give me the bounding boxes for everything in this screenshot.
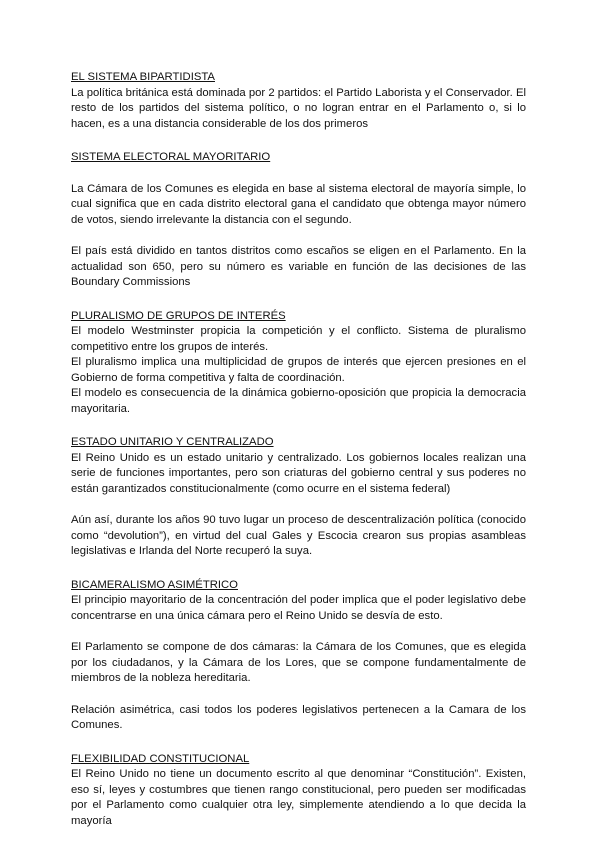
paragraph: La Cámara de los Comunes es elegida en base al sistema electoral de mayoría simple, lo cual significa que en cada distrito electoral gana el candidato que obtenga mayor número de votos, siendo irrelevante la distancia con el segundo. xyxy=(71,182,526,226)
paragraph: El Reino Unido no tiene un documento escrito al que denominar “Constitución”. Existen, eso sí, leyes y costumbres que tienen rango constitucional, pero pueden ser modificadas por el Parlamento como cualquier otra ley, simplemente atendiendo a lo que decida la mayoría xyxy=(71,768,526,827)
spacer xyxy=(71,291,526,309)
section-heading-sistema-electoral: SISTEMA ELECTORAL MAYORITARIO xyxy=(71,151,271,163)
spacer xyxy=(71,132,526,150)
paragraph: El modelo Westminster propicia la competición y el conflicto. Sistema de pluralismo competitivo entre los grupos de interés. xyxy=(71,325,526,353)
paragraph: El Reino Unido es un estado unitario y centralizado. Los gobiernos locales realizan una serie de funciones importantes, pero son criaturas del gobierno central y sus poderes no están garantizados constitucionalmente (como ocurre en el sistema federal) xyxy=(71,451,526,495)
paragraph: El principio mayoritario de la concentración del poder implica que el poder legislativo debe concentrarse en una única cámara pero el Reino Unido se desvía de esto. xyxy=(71,594,526,622)
paragraph: Relación asimétrica, casi todos los poderes legislativos pertenecen a la Camara de los Comunes. xyxy=(71,703,526,731)
spacer xyxy=(71,166,526,182)
section-heading-bicameralismo: BICAMERALISMO ASIMÉTRICO xyxy=(71,578,238,591)
spacer xyxy=(71,624,526,640)
paragraph: Aún así, durante los años 90 tuvo lugar un proceso de descentralización política (conocido como “devolution”), en virtud del cual Gales y Escocia crearon sus propias asambleas legislativas e Irlanda del Norte recuperó la suya. xyxy=(71,514,526,557)
spacer xyxy=(71,734,526,752)
spacer xyxy=(71,560,526,578)
paragraph: El Parlamento se compone de dos cámaras: la Cámara de los Comunes, que es elegida por los ciudadanos, y la Cámara de los Lores, que se compone fundamentalmente de miembros de la nobleza hereditaria. xyxy=(71,641,526,684)
spacer xyxy=(71,228,526,244)
document-page xyxy=(71,70,526,829)
section-heading-pluralismo: PLURALISMO DE GRUPOS DE INTERÉS xyxy=(71,309,286,322)
section-heading-estado-unitario: ESTADO UNITARIO Y CENTRALIZADO xyxy=(71,436,274,448)
paragraph: El modelo es consecuencia de la dinámica gobierno-oposición que propicia la democracia mayoritaria. xyxy=(71,387,526,415)
spacer xyxy=(71,497,526,513)
paragraph: La política británica está dominada por 2 partidos: el Partido Laborista y el Conservador. El resto de los partidos del sistema político, o no logran entrar en el Parlamento o, si lo hacen, es a una distancia considerable de los dos primeros xyxy=(71,86,526,130)
section-heading-flexibilidad: FLEXIBILIDAD CONSTITUCIONAL xyxy=(71,752,250,765)
paragraph: El pluralismo implica una multiplicidad de grupos de interés que ejercen presiones en el Gobierno de forma competitiva y falta de coordinación. xyxy=(71,356,526,384)
spacer xyxy=(71,417,526,435)
paragraph: El país está dividido en tantos distritos como escaños se eligen en el Parlamento. En la actualidad son 650, pero su número es variable en función de las decisiones de las Boundary Commissions xyxy=(71,245,526,288)
section-heading-bipartidista: EL SISTEMA BIPARTIDISTA xyxy=(71,71,215,83)
spacer xyxy=(71,687,526,703)
